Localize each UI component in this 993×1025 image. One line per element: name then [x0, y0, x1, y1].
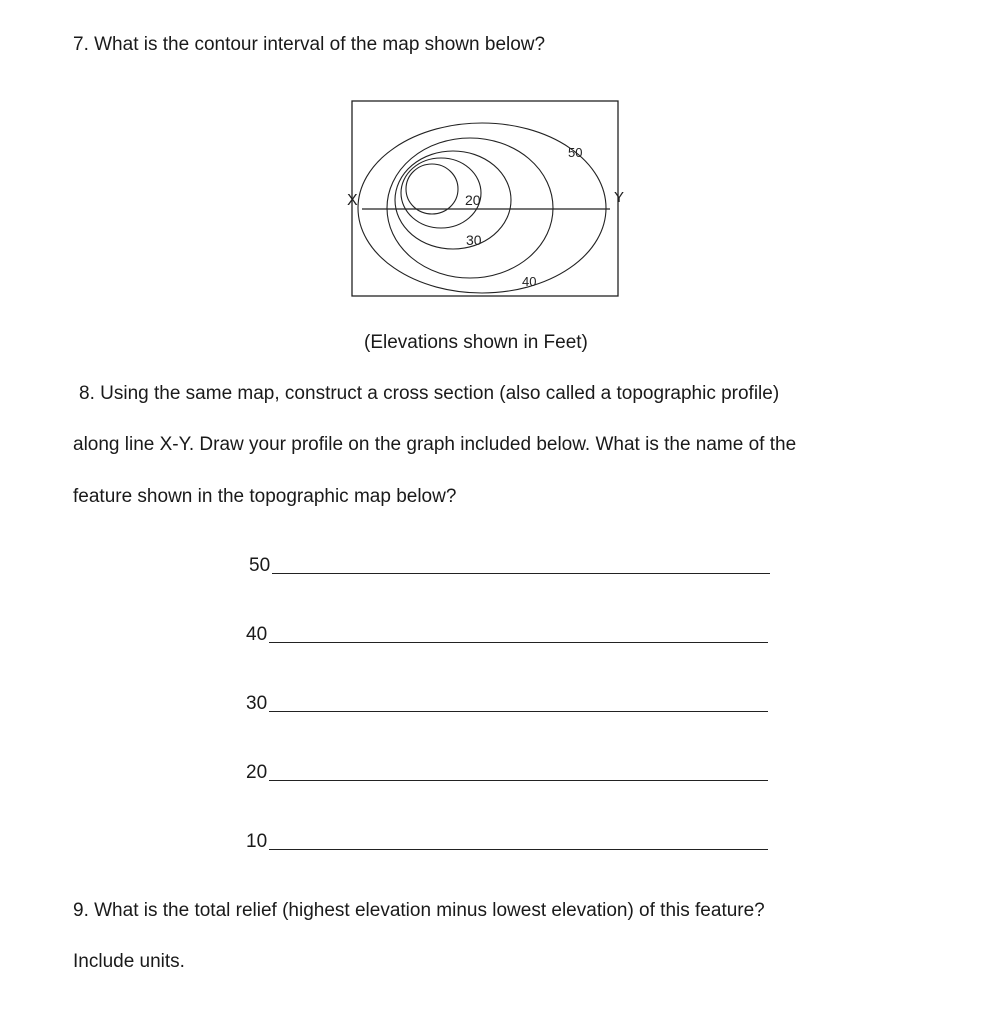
profile-level-label: 20 [246, 762, 268, 783]
endpoint-x-label: X [347, 192, 358, 209]
question-8-line-2: along line X-Y. Draw your profile on the graph included below. What is the name of the [73, 434, 797, 455]
profile-level-line [269, 642, 768, 643]
contour-label-20: 20 [465, 192, 481, 208]
question-7: 7. What is the contour interval of the map shown below? [73, 34, 546, 55]
profile-level-line [272, 573, 770, 574]
profile-level-line [269, 711, 768, 712]
contour-40 [387, 138, 553, 278]
question-9-line-1: 9. What is the total relief (highest elevation minus lowest elevation) of this feature? [73, 900, 765, 921]
question-8-line-3: feature shown in the topographic map below? [73, 486, 457, 507]
topographic-map [340, 90, 630, 305]
profile-level-line [269, 780, 768, 781]
profile-level-label: 50 [249, 555, 271, 576]
endpoint-y-label: Y [614, 189, 625, 206]
map-caption: (Elevations shown in Feet) [364, 332, 588, 353]
profile-level-label: 40 [246, 624, 268, 645]
contour-20 [406, 164, 458, 214]
contour-30 [395, 151, 511, 249]
contour-label-50: 50 [568, 145, 583, 160]
question-8-line-1: 8. Using the same map, construct a cross section (also called a topographic profile) [79, 383, 780, 404]
profile-level-label: 10 [246, 831, 268, 852]
contour-label-30: 30 [466, 232, 482, 248]
profile-level-line [269, 849, 768, 850]
contour-label-40: 40 [522, 274, 537, 289]
question-9-line-2: Include units. [73, 951, 185, 972]
profile-level-label: 30 [246, 693, 268, 714]
